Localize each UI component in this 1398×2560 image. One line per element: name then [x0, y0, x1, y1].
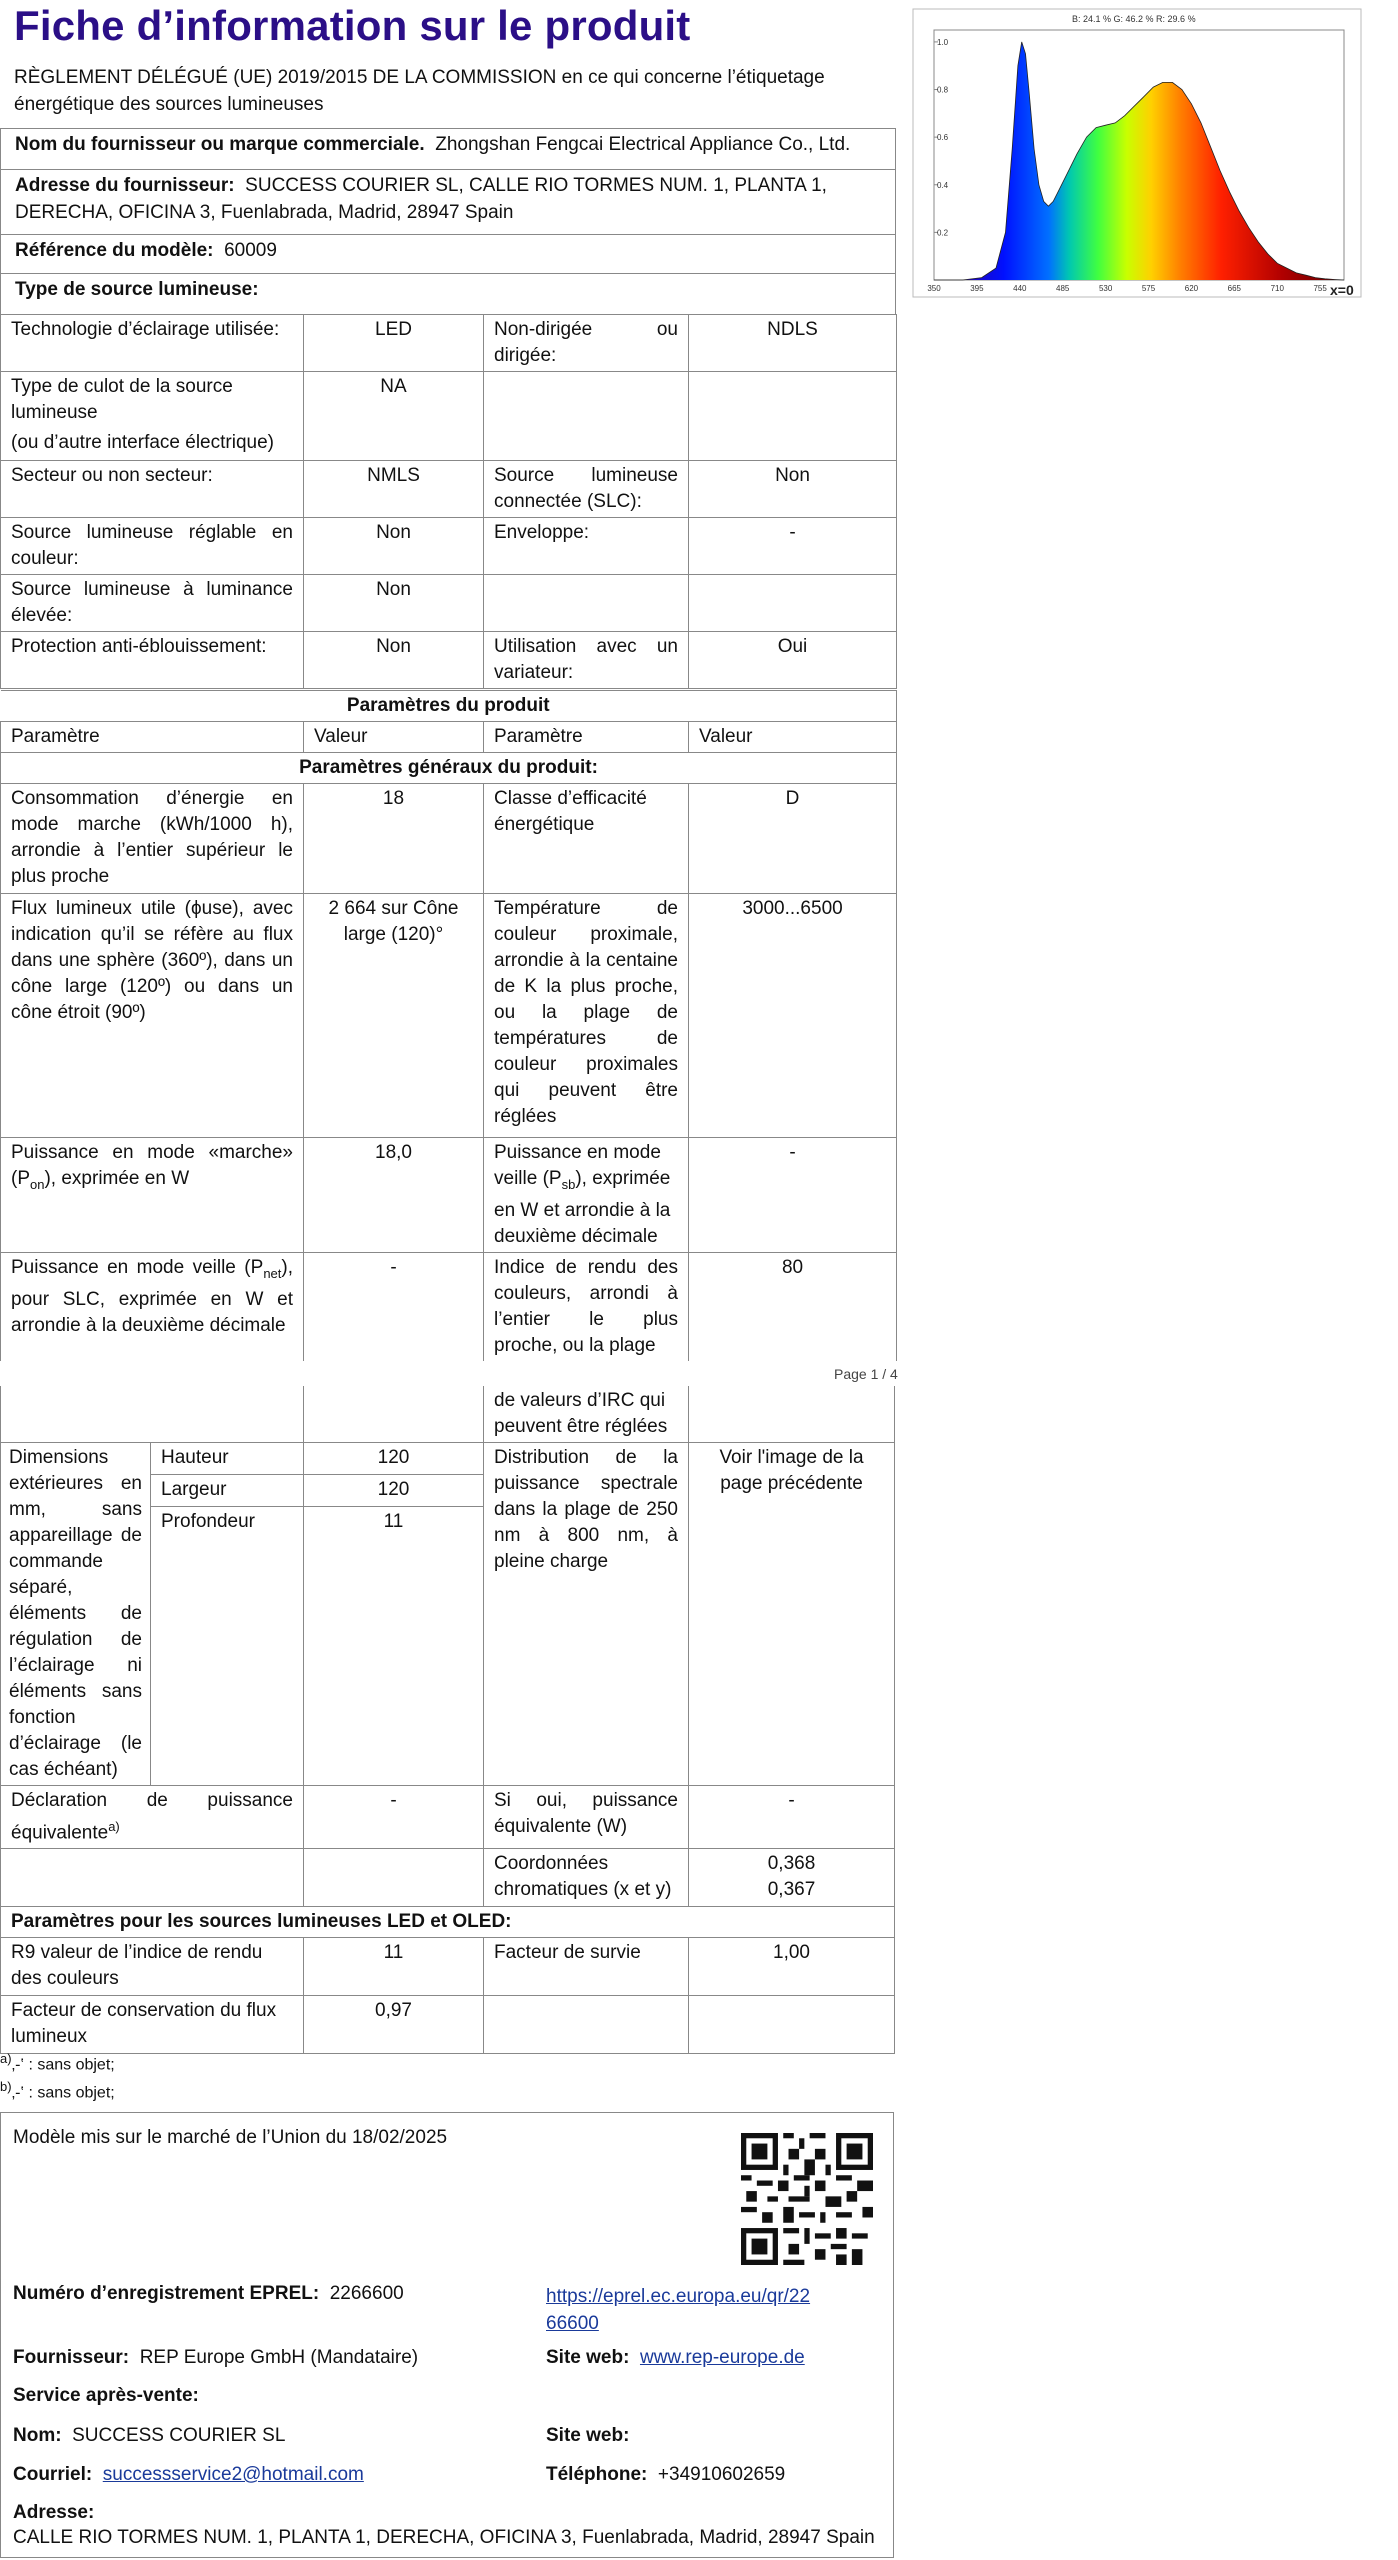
cell-label: Utilisation avec un variateur: — [484, 632, 689, 689]
address-row — [0, 169, 896, 235]
cell-value: NDLS — [689, 315, 897, 372]
cell-value — [689, 1849, 895, 1907]
column-header: Valeur — [304, 722, 484, 753]
footnote-text: ‚-‛ : sans objet; — [11, 2084, 115, 2102]
table-row — [1, 1443, 895, 1475]
eprel-link-cont[interactable]: 66600 — [546, 2313, 599, 2334]
params-heading: Paramètres du produit — [1, 691, 897, 722]
cell-value: - — [304, 1252, 484, 1361]
x-tick-label: 665 — [1227, 284, 1242, 293]
service-heading: Service après-vente: — [13, 2385, 199, 2406]
depth-label: Profondeur — [151, 1507, 304, 1786]
power-on-sub: on — [30, 1176, 45, 1192]
phone-label: Téléphone: — [546, 2464, 648, 2485]
table-row — [1, 1996, 895, 2054]
cell-value: 18,0 — [304, 1138, 484, 1253]
eprel-value: 2266600 — [329, 2283, 404, 2304]
cell-label: Source lumineuse à luminance élevée: — [1, 575, 304, 632]
y-tick-label: 0.6 — [937, 133, 949, 143]
eprel-link[interactable]: https://eprel.ec.europa.eu/qr/22 — [546, 2286, 811, 2307]
cell-label: Flux lumineux utile (ϕuse), avec indication qu’il se réfère au flux dans une sphère (360º), dans un cône large (120º) ou dans un cône étroit (90º) — [1, 894, 304, 1138]
cell-label: Facteur de survie — [484, 1938, 689, 1996]
cell-label: Secteur ou non secteur: — [1, 461, 304, 518]
cell-value: Non — [689, 461, 897, 518]
footnote-b — [0, 2076, 115, 2104]
cell-value: 2 664 sur Cône large (120)° — [304, 894, 484, 1138]
cell-label: Indice de rendu des couleurs, arrondi à l’entier le plus proche, ou la plage — [484, 1252, 689, 1361]
cell-empty — [689, 1386, 895, 1443]
spectral-value: Voir l'image de la page précédente — [689, 1443, 895, 1786]
table-row — [1, 1786, 895, 1849]
dimensions-label: Dimensions extérieures en mm, sans appareillage de commande séparé, éléments de régulation de l’éclairage ni éléments sans fonction d’éclairage (le cas échéant) — [1, 1443, 151, 1786]
table-row — [1, 1938, 895, 1996]
chroma-x: 0,368 — [767, 1853, 816, 1875]
power-on-pre: Puissance en mode «marche» (P — [11, 1142, 293, 1189]
cell-value — [689, 1996, 895, 2054]
power-sb-pre: Puissance en mode veille (P — [494, 1142, 661, 1189]
eprel-link-block — [546, 2283, 810, 2337]
cell-label: Consommation d’énergie en mode marche (kWh/1000 h), arrondie à l’entier supérieur le plus proche — [1, 784, 304, 894]
x-tick-label: 620 — [1184, 284, 1199, 293]
service-address-value: CALLE RIO TORMES NUM. 1, PLANTA 1, DERECHA, OFICINA 3, Fuenlabrada, Madrid, 28947 Spain — [13, 2527, 875, 2548]
cell-label: Enveloppe: — [484, 518, 689, 575]
cell-value: 18 — [304, 784, 484, 894]
led-heading: Paramètres pour les sources lumineuses LED et OLED: — [1, 1907, 895, 1938]
footnotes — [0, 2048, 115, 2105]
footnote-mark: b) — [0, 2079, 12, 2095]
cell-value: 0,97 — [304, 1996, 484, 2054]
regulation-intro: RÈGLEMENT DÉLÉGUÉ (UE) 2019/2015 DE LA COMMISSION en ce qui concerne l’étiquetage énergétique des sources lumineuses — [14, 67, 825, 115]
qr-code-icon[interactable] — [741, 2133, 873, 2265]
cell-value: Oui — [689, 632, 897, 689]
eprel-number — [13, 2283, 404, 2305]
market-date: Modèle mis sur le marché de l’Union du 18/02/2025 — [13, 2127, 448, 2148]
cell-label — [1, 1786, 304, 1849]
source-type-heading: Type de source lumineuse: — [0, 273, 896, 315]
footnote-a — [0, 2048, 115, 2076]
email-link[interactable]: successservice2@hotmail.com — [102, 2464, 364, 2485]
cell-value: NMLS — [304, 461, 484, 518]
cell-empty — [304, 1849, 484, 1907]
cell-label: R9 valeur de l’indice de rendu des couleurs — [1, 1938, 304, 1996]
cell-value — [689, 372, 897, 461]
model-label: Référence du modèle: — [15, 240, 214, 261]
eprel-box — [0, 2112, 894, 2558]
cell-label: Non-dirigée ou dirigée: — [484, 315, 689, 372]
supplier-value-2: REP Europe GmbH (Mandataire) — [139, 2347, 419, 2368]
power-sb-sub: sb — [561, 1176, 576, 1192]
width-value: 120 — [304, 1475, 484, 1507]
cell-label — [484, 1138, 689, 1253]
x-tick-label: 755 — [1313, 284, 1327, 293]
y-tick-label: 0.2 — [937, 228, 949, 238]
chroma-y: 0,367 — [767, 1879, 816, 1901]
table-row — [1, 1138, 897, 1253]
service-name — [13, 2425, 285, 2447]
cell-value: - — [304, 1786, 484, 1849]
source-type-table — [0, 314, 897, 689]
supplier-info — [13, 2347, 418, 2369]
supplier-row — [0, 128, 896, 170]
eprel-label: Numéro d’enregistrement EPREL: — [13, 2283, 320, 2304]
website-link[interactable]: www.rep-europe.de — [639, 2347, 805, 2368]
column-header: Valeur — [689, 722, 897, 753]
address-value: SUCCESS COURIER SL, CALLE RIO TORMES NUM. 1, PLANTA 1, DERECHA, OFICINA 3, Fuenlabrada, Madrid, 28947 Spain — [15, 175, 827, 223]
cell-value: - — [689, 518, 897, 575]
table-row — [1, 372, 897, 461]
y-tick-label: 0.8 — [937, 85, 949, 95]
table-row — [1, 722, 897, 753]
cell-label: Source lumineuse connectée (SLC): — [484, 461, 689, 518]
power-net-sub: net — [263, 1265, 282, 1281]
spectral-label: Distribution de la puissance spectrale dans la plage de 250 nm à 800 nm, à pleine charge — [484, 1443, 689, 1786]
cell-empty — [304, 1386, 484, 1443]
table-row — [1, 784, 897, 894]
website-label: Site web: — [546, 2347, 630, 2368]
service-website-label: Site web: — [546, 2425, 630, 2446]
power-net-pre: Puissance en mode veille (P — [11, 1256, 264, 1278]
height-value: 120 — [304, 1443, 484, 1475]
supplier-label-2: Fournisseur: — [13, 2347, 130, 2368]
x-tick-label: 575 — [1141, 284, 1156, 293]
email-label: Courriel: — [13, 2464, 93, 2485]
cell-label: Coordonnées chromatiques (x et y) — [484, 1849, 689, 1907]
cell-value: 1,00 — [689, 1938, 895, 1996]
service-phone — [546, 2464, 785, 2486]
product-params-table-continued — [0, 1386, 895, 2054]
cell-label: Si oui, puissance équivalente (W) — [484, 1786, 689, 1849]
x-tick-label: 440 — [1013, 284, 1027, 293]
depth-value: 11 — [304, 1507, 484, 1786]
footnote-ref: a) — [108, 1819, 120, 1834]
power-net-post: ), pour SLC, exprimée en W et arrondie à la deuxième décimale — [11, 1256, 293, 1336]
height-label: Hauteur — [151, 1443, 304, 1475]
cell-value: 80 — [689, 1252, 897, 1361]
column-header: Paramètre — [1, 722, 304, 753]
cell-value: NA — [304, 372, 484, 461]
cell-label: Protection anti-éblouissement: — [1, 632, 304, 689]
cap-type-label-2: (ou d’autre interface électrique) — [11, 432, 274, 453]
cell-value — [689, 575, 897, 632]
x-tick-label: 485 — [1056, 284, 1070, 293]
power-sb-post: ), exprimée en W et arrondie à la deuxième décimale — [494, 1168, 671, 1247]
cell-label: Classe d’efficacité énergétique — [484, 784, 689, 894]
cell-label — [1, 372, 304, 461]
cell-value: 3000...6500 — [689, 894, 897, 1138]
table-row — [1, 1386, 895, 1443]
x-tick-label: 710 — [1270, 284, 1284, 293]
service-address-label: Adresse: — [13, 2502, 95, 2523]
equiv-label: Déclaration de puissance équivalente — [11, 1790, 293, 1844]
x-tick-label: 530 — [1098, 284, 1113, 293]
service-email — [13, 2464, 364, 2486]
table-row — [1, 894, 897, 1138]
cell-label: Facteur de conservation du flux lumineux — [1, 1996, 304, 2054]
name-value: SUCCESS COURIER SL — [72, 2425, 286, 2446]
cell-label — [1, 1252, 304, 1361]
cell-label: Source lumineuse réglable en couleur: — [1, 518, 304, 575]
website-info — [546, 2347, 805, 2369]
cell-label — [484, 372, 689, 461]
cell-empty — [1, 1386, 304, 1443]
table-row — [1, 1907, 895, 1938]
page-number: Page 1 / 4 — [834, 1366, 898, 1382]
supplier-value: Zhongshan Fengcai Electrical Appliance Co., Ltd. — [435, 134, 851, 155]
x-tick-label: 350 — [927, 284, 941, 293]
column-header: Paramètre — [484, 722, 689, 753]
cell-label — [484, 1996, 689, 2054]
chart-title: B: 24.1 % G: 46.2 % R: 29.6 % — [1072, 14, 1196, 24]
product-params-table — [0, 690, 897, 1361]
cell-value: Non — [304, 518, 484, 575]
phone-value: +34910602659 — [657, 2464, 786, 2485]
cell-value: LED — [304, 315, 484, 372]
cell-label: Technologie d’éclairage utilisée: — [1, 315, 304, 372]
table-row — [1, 691, 897, 722]
cell-value: Non — [304, 632, 484, 689]
page-title: Fiche d’information sur le produit — [14, 2, 691, 49]
model-row — [0, 234, 896, 274]
footnote-mark: a) — [0, 2051, 12, 2066]
cell-value: Non — [304, 575, 484, 632]
cell-empty — [1, 1849, 304, 1907]
spectral-distribution-chart — [912, 8, 1362, 298]
cell-value: 11 — [304, 1938, 484, 1996]
address-label: Adresse du fournisseur: — [15, 175, 235, 196]
footnote-text: ‚-‛ : sans objet; — [11, 2056, 115, 2074]
name-label: Nom: — [13, 2425, 62, 2446]
cell-label: Température de couleur proximale, arrondie à la centaine de K la plus proche, ou la plage de températures de couleur proximales qui peuvent être réglées — [484, 894, 689, 1138]
x-tick-label: 395 — [970, 284, 984, 293]
table-row — [1, 753, 897, 784]
table-row — [1, 461, 897, 518]
table-row — [1, 1849, 895, 1907]
model-value: 60009 — [224, 240, 277, 261]
table-row — [1, 315, 897, 372]
power-on-post: ), exprimée en W — [44, 1168, 190, 1189]
y-tick-label: 0.4 — [937, 180, 949, 190]
cell-label: de valeurs d’IRC qui peuvent être réglées — [484, 1386, 689, 1443]
table-row — [1, 1252, 897, 1361]
y-tick-label: 1.0 — [937, 37, 949, 47]
table-row — [1, 632, 897, 689]
table-row — [1, 575, 897, 632]
cell-value: - — [689, 1138, 897, 1253]
corner-label: x=0 — [1330, 282, 1354, 298]
supplier-label: Nom du fournisseur ou marque commerciale. — [15, 134, 425, 155]
table-row — [1, 518, 897, 575]
cell-label — [484, 575, 689, 632]
general-heading: Paramètres généraux du produit: — [1, 753, 897, 784]
cell-value: D — [689, 784, 897, 894]
cap-type-label: Type de culot de la source lumineuse — [11, 376, 233, 423]
width-label: Largeur — [151, 1475, 304, 1507]
cell-label — [1, 1138, 304, 1253]
cell-value: - — [689, 1786, 895, 1849]
